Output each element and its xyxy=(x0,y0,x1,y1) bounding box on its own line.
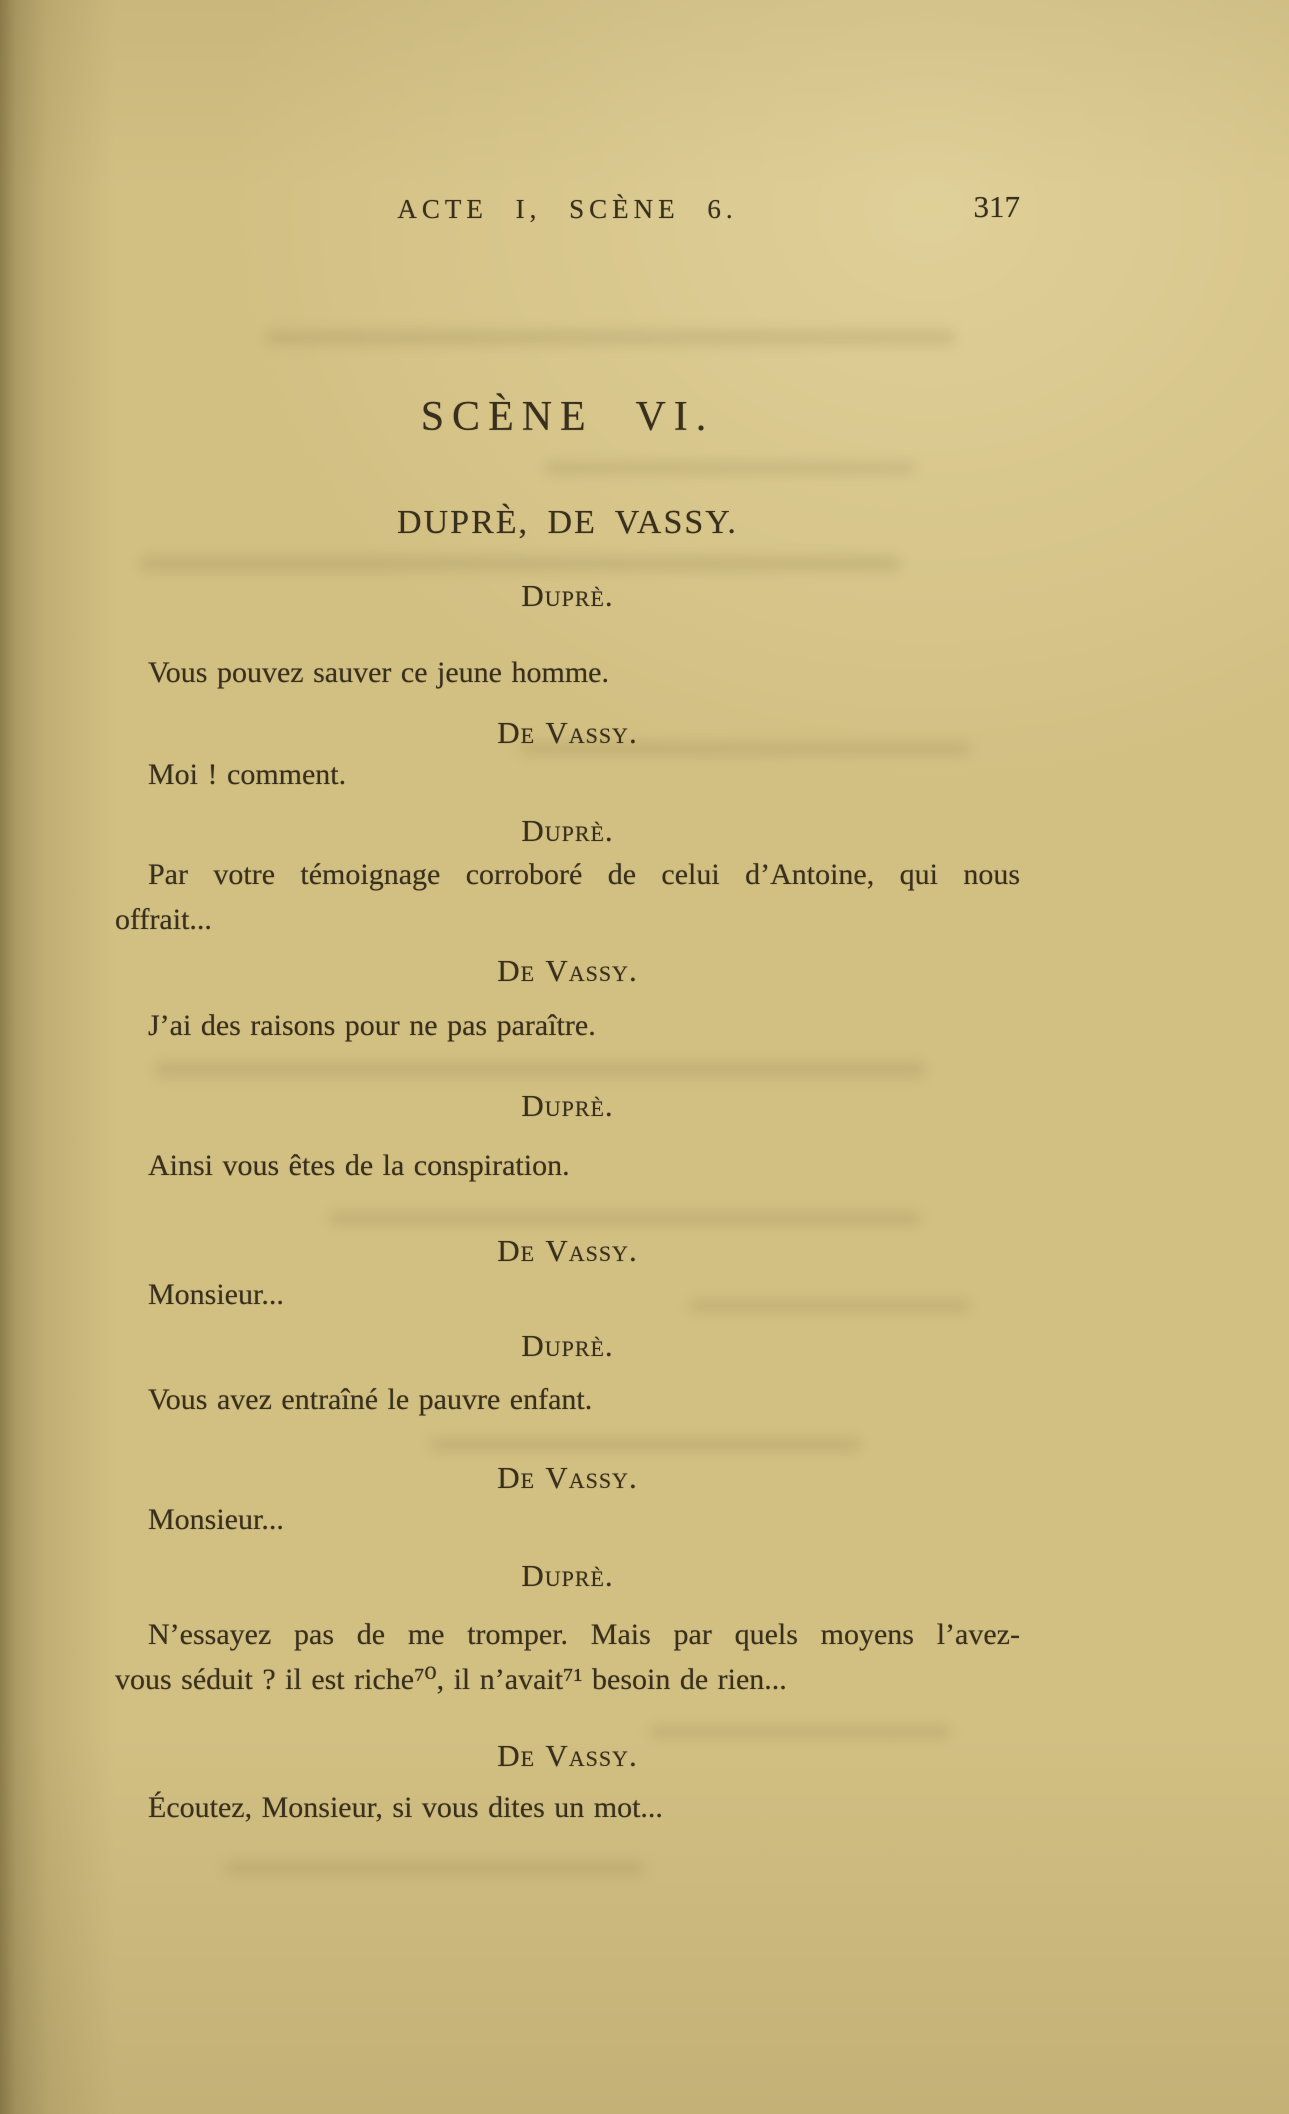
verso-showthrough xyxy=(330,1212,920,1225)
speaker-name: Duprè. xyxy=(521,813,614,848)
verso-showthrough xyxy=(225,1862,645,1874)
verso-showthrough xyxy=(430,1438,860,1451)
dialogue-line: J’ai des raisons pour ne pas paraître. xyxy=(148,1009,596,1042)
speaker-name: De Vassy. xyxy=(497,953,638,988)
scene-title: SCÈNE VI. xyxy=(420,394,715,440)
speaker-name: De Vassy. xyxy=(497,1233,638,1268)
dialogue-line: Monsieur... xyxy=(148,1278,284,1311)
running-header: ACTE I, SCÈNE 6. xyxy=(397,194,738,224)
verso-showthrough xyxy=(545,462,915,474)
speaker-name: De Vassy. xyxy=(497,715,638,750)
speaker-name: De Vassy. xyxy=(497,1738,638,1773)
dialogue-line: Vous avez entraîné le pauvre enfant. xyxy=(148,1383,593,1416)
speaker-name: Duprè. xyxy=(521,1558,614,1593)
speaker-name: Duprè. xyxy=(521,1088,614,1123)
speaker-name: Duprè. xyxy=(521,578,614,613)
speaker-name: Duprè. xyxy=(521,1328,614,1363)
page-number: 317 xyxy=(973,189,1020,224)
dialogue-line: Par votre témoignage corroboré de celui d’Antoine, qui nous xyxy=(148,858,1020,891)
verso-showthrough xyxy=(155,1062,925,1077)
speaker-name: De Vassy. xyxy=(497,1460,638,1495)
dialogue-line: vous séduit ? il est riche⁷⁰, il n’avait⁷¹ besoin de rien... xyxy=(115,1663,787,1696)
dialogue-line: N’essayez pas de me tromper. Mais par quels moyens l’avez- xyxy=(148,1618,1020,1651)
characters-line: DUPRÈ, DE VASSY. xyxy=(397,504,738,541)
dialogue-line: Écoutez, Monsieur, si vous dites un mot... xyxy=(148,1791,663,1824)
dialogue-line: offrait... xyxy=(115,903,212,936)
dialogue-line: Vous pouvez sauver ce jeune homme. xyxy=(148,656,609,689)
verso-showthrough xyxy=(140,556,900,571)
verso-showthrough xyxy=(265,330,955,345)
dialogue-line: Moi ! comment. xyxy=(148,758,347,791)
dialogue-line: Monsieur... xyxy=(148,1503,284,1536)
dialogue-line: Ainsi vous êtes de la conspiration. xyxy=(148,1149,570,1182)
